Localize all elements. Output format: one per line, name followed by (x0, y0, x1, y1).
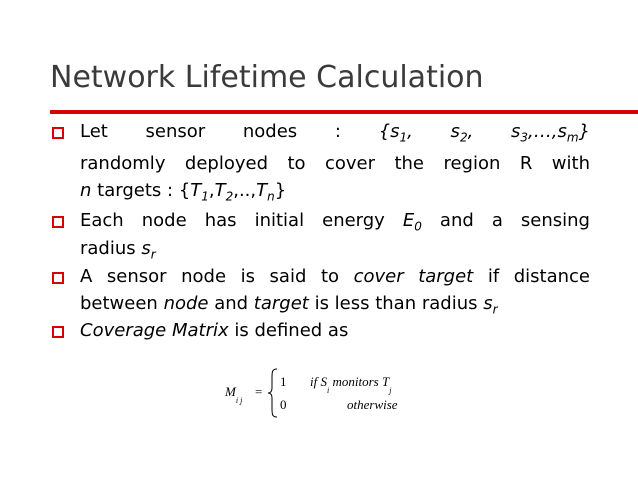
case-1-condition: if $S_i$ monitors $T_j$ (310, 374, 392, 395)
bullet-1-line-3: n targets : $\{T_1,T_2,..,T_n\}$ (80, 180, 287, 204)
bullet-1-line-2: randomly deployed to cover the region R with (80, 153, 590, 174)
bullet-3-line-2: between node and target is less than radius $s_r$ (80, 293, 498, 317)
case-2-value: 0 (280, 397, 287, 412)
bullet-icon (52, 216, 64, 228)
slide-title: Network Lifetime Calculation (50, 60, 484, 95)
bullet-2-line-2: radius $s_r$ (80, 238, 156, 262)
left-brace-icon (267, 368, 279, 418)
bullet-icon (52, 272, 64, 284)
bullet-icon (52, 326, 64, 338)
case-2-condition: otherwise (347, 397, 398, 412)
bullet-4-line-1: Coverage Matrix is defined as (80, 320, 349, 341)
case-1-value: 1 (280, 374, 287, 389)
bullet-3-line-1: A sensor node is said to cover target if distance (80, 266, 590, 287)
coverage-matrix-equation (225, 368, 445, 420)
bullet-1-line-1: Let sensor nodes : {$s_1$, $s_2$, $s_3,\dots,s_m$} (80, 121, 591, 145)
bullet-icon (52, 127, 64, 139)
bullet-2-line-1: Each node has initial energy $E_0$ and a sensing (80, 210, 590, 234)
equation-equals: = (255, 384, 263, 399)
equation-lhs: $M_{i j}$ (225, 384, 243, 405)
title-underline (50, 110, 638, 114)
